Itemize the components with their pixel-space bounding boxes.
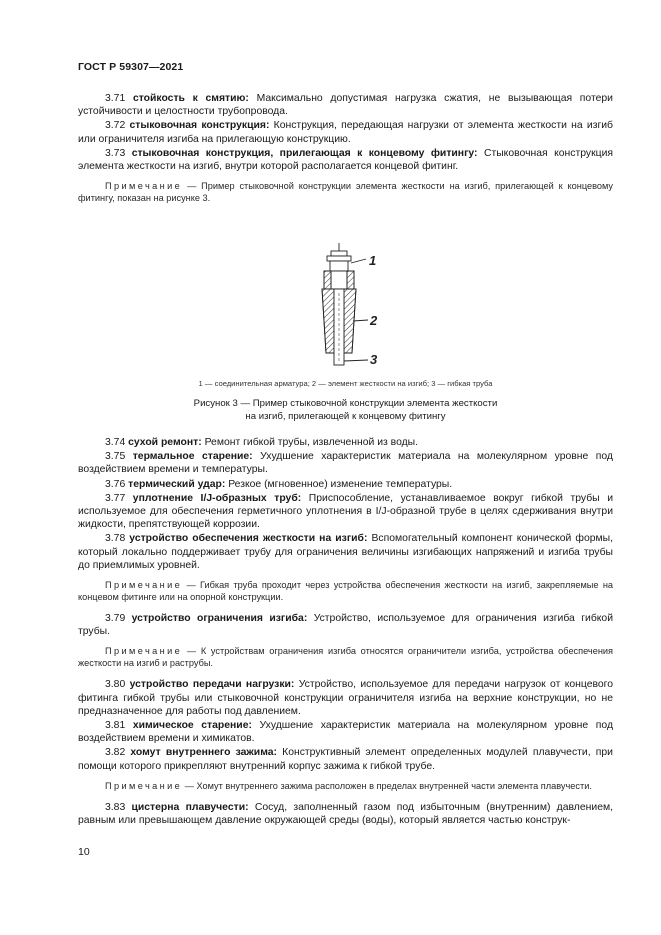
- definition-3-83: 3.83 цистерна плавучести: Сосуд, заполненный газом под избыточным (внутренним) давлением, равным или превышающем давление окружающей среды (воды), который является частью конструк-: [78, 801, 613, 827]
- term: химическое старение:: [132, 720, 252, 732]
- definition-3-76: 3.76 термический удар: Резкое (мгновенное) изменение температуры.: [105, 478, 453, 490]
- term: уплотнение I/J-образных труб:: [132, 492, 302, 504]
- term: стыковочная конструкция:: [129, 120, 270, 132]
- definition-3-71: 3.71 стойкость к смятию: Максимально допустимая нагрузка сжатия, не вызывающая потери устойчивости и целостности трубопровода.: [78, 93, 613, 118]
- term: термический удар:: [128, 478, 226, 490]
- definition-3-77: 3.77 уплотнение I/J-образных труб: Приспособление, устанавливаемое вокруг гибкой трубы и используемое для обеспечения герметичного уплотнения в I/J-образной трубе в целях сдерживания внутри жидкости, препятствующей коррозии.: [78, 492, 613, 531]
- note-figure-reference: Примечание — Пример стыковочной конструкции элемента жесткости на изгиб, прилегающей к концевому фитингу, показан на рисунке 3.: [78, 181, 613, 204]
- definition-3-79: 3.79 устройство ограничения изгиба: Устройство, используемое для ограничения изгиба гибкой трубы.: [78, 613, 614, 638]
- callout-3: 3: [370, 352, 378, 368]
- definition-3-73: 3.73 стыковочная конструкция, прилегающая к концевому фитингу: Стыковочная конструкция элемента жесткости на изгиб, внутри которой располагается концевой фитинг.: [78, 147, 614, 173]
- callout-2: 2: [370, 313, 378, 329]
- term: сухой ремонт:: [128, 437, 202, 449]
- page-number: 10: [78, 846, 90, 858]
- note-bend-stiffener: Примечание — Гибкая труба проходит через устройства обеспечения жесткости на изгиб, закрепляемые на концевом фитинге или на опорной конструкции.: [78, 580, 613, 603]
- callout-1: 1: [369, 253, 377, 269]
- definition-3-74: 3.74 сухой ремонт: Ремонт гибкой трубы, извлеченной из воды.: [105, 437, 419, 449]
- bend-stiffener-drawing: [78, 213, 613, 379]
- definition-3-81: 3.81 химическое старение: Ухудшение характеристик материала на молекулярном уровне под воздействием времени и химикатов.: [78, 720, 614, 745]
- term: термальное старение:: [132, 451, 253, 463]
- term: устройство передачи нагрузки:: [129, 679, 295, 691]
- connector-flange: [327, 256, 351, 261]
- document-body: [78, 92, 613, 828]
- standard-header: ГОСТ Р 59307—2021: [78, 61, 184, 73]
- connector-body: [330, 261, 348, 271]
- figure-caption: Рисунок 3 — Пример стыковочной конструкции элемента жесткости на изгиб, прилегающей к концевому фитингу: [193, 398, 498, 422]
- term: стойкость к смятию:: [132, 93, 249, 104]
- definition-3-75: 3.75 термальное старение: Ухудшение характеристик материала на молекулярном уровне под воздействием времени и температуры.: [78, 451, 613, 476]
- figure-3: [78, 213, 613, 379]
- definition-3-80: 3.80 устройство передачи нагрузки: Устройство, используемое для передачи нагрузок от концевого фитинга гибкой трубы или стыковочной конструкции ограничителя изгиба на верхние конструкции, но не предназначенное для работы под давлением.: [78, 679, 614, 717]
- figure-legend: 1 — соединительная арматура; 2 — элемент жесткости на изгиб; 3 — гибкая труба: [198, 379, 493, 389]
- term: устройство ограничения изгиба:: [131, 613, 308, 625]
- term: хомут внутреннего зажима:: [130, 747, 277, 759]
- definition-3-72: 3.72 стыковочная конструкция: Конструкция, передающая нагрузки от элемента жесткости на изгиб или ограничителя изгиба на прилегающую конструкцию.: [78, 120, 614, 145]
- term: стыковочная конструкция, прилегающая к концевому фитингу:: [131, 147, 478, 159]
- term: устройство обеспечения жесткости на изгиб:: [129, 533, 368, 545]
- term: цистерна плавучести:: [131, 801, 249, 813]
- note-bend-restrictor: Примечание — К устройствам ограничения изгиба относятся ограничители изгиба, устройства обеспечения жесткости на изгиб и раструбы.: [78, 646, 614, 669]
- definition-3-78: 3.78 устройство обеспечения жесткости на изгиб: Вспомогательный компонент конической формы, который локально поддерживает трубу для ограничения величины изгибающих напряжений и изгиба трубы до приемлимых уровней.: [78, 533, 614, 571]
- definition-3-82: 3.82 хомут внутреннего зажима: Конструктивный элемент определенных модулей плавучести, при помощи которого прикрепляют внутренний корпус зажима к гибкой трубе.: [78, 747, 613, 772]
- connector-cap: [331, 251, 347, 256]
- note-clamp: Примечание — Хомут внутреннего зажима расположен в пределах внутренней части элемента плавучести.: [105, 780, 592, 791]
